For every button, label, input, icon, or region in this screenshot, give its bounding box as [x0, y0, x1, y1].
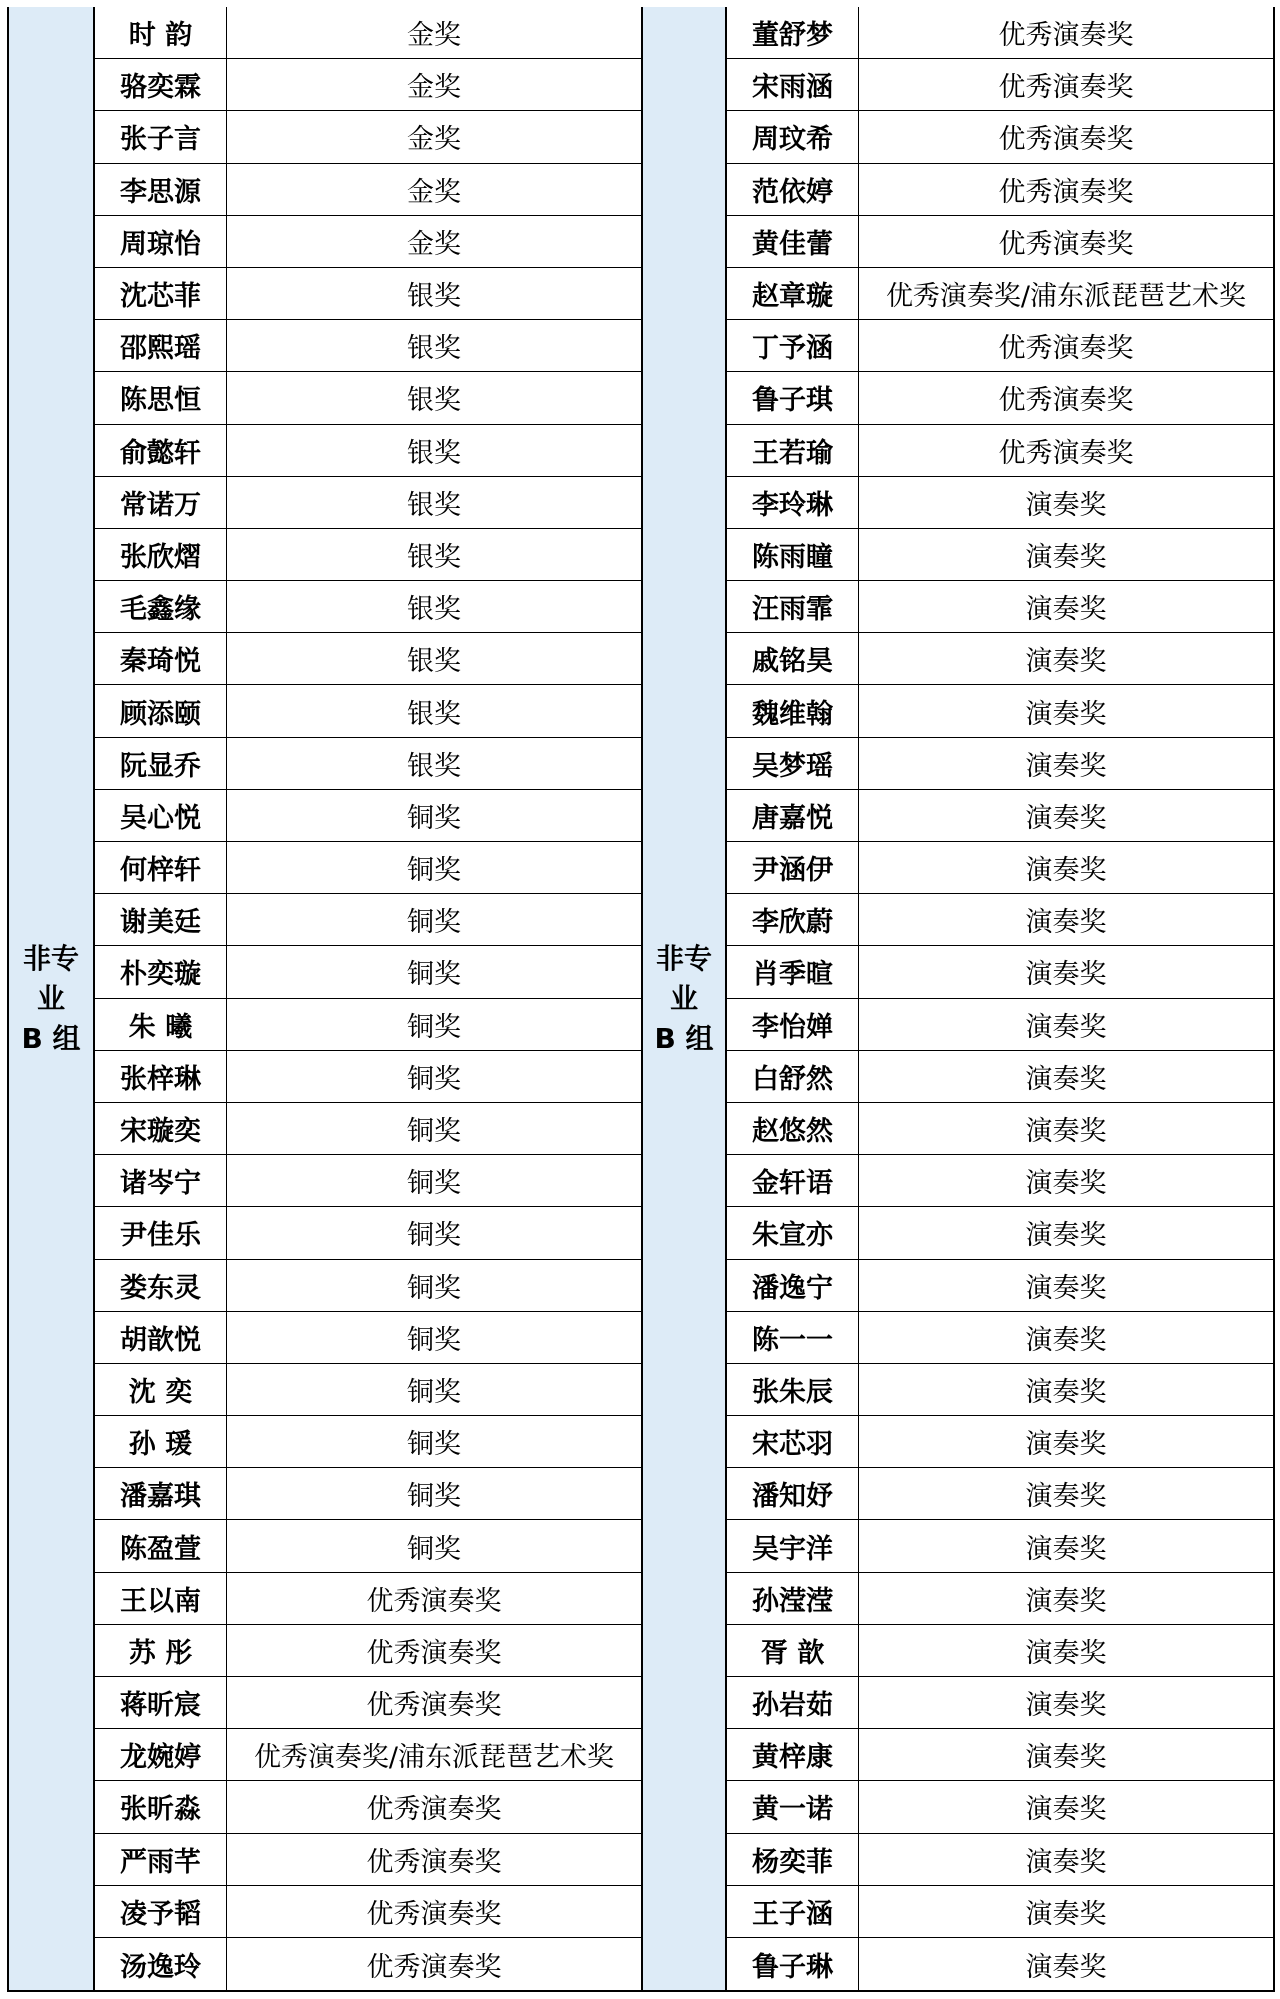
award-cell: 演奏奖 [1025, 646, 1107, 678]
award-cell: 优秀演奏奖/浦东派琵琶艺术奖 [885, 281, 1247, 313]
table-row [95, 1364, 641, 1416]
name-cell: 周玟希 [727, 111, 859, 162]
table-row [95, 320, 641, 372]
table-row [727, 999, 1273, 1051]
table-row [727, 581, 1273, 633]
award-cell: 银奖 [407, 489, 461, 521]
table-row [727, 59, 1273, 111]
award-cell: 优秀演奏奖 [366, 1794, 502, 1826]
award-cell: 演奏奖 [1025, 1690, 1107, 1722]
table-row [95, 633, 641, 685]
right-rows [727, 7, 1273, 1990]
award-cell: 演奏奖 [1025, 541, 1107, 573]
table-row [95, 1834, 641, 1886]
name-cell: 汪雨霏 [727, 581, 859, 632]
table-row [727, 111, 1273, 163]
table-row [95, 59, 641, 111]
award-cell: 演奏奖 [1025, 1533, 1107, 1565]
table-row [95, 842, 641, 894]
table-row [95, 1625, 641, 1677]
award-cell: 演奏奖 [1025, 1951, 1107, 1983]
table-row [95, 1729, 641, 1781]
name-cell: 骆奕霖 [95, 59, 227, 110]
table-row [95, 1938, 641, 1990]
name-cell: 吴心悦 [95, 790, 227, 841]
table-row [95, 738, 641, 790]
name-cell: 赵章璇 [727, 268, 859, 319]
group-cell-left [9, 7, 95, 1990]
name-cell: 苏 彤 [95, 1625, 227, 1676]
award-cell: 银奖 [407, 437, 461, 469]
name-cell: 赵悠然 [727, 1103, 859, 1154]
awards-sheet [7, 7, 1275, 1992]
table-row [95, 1677, 641, 1729]
table-row [95, 946, 641, 998]
name-cell: 张昕淼 [95, 1781, 227, 1832]
table-row [727, 1312, 1273, 1364]
table-row [727, 790, 1273, 842]
name-cell: 王以南 [95, 1573, 227, 1624]
table-row [727, 842, 1273, 894]
name-cell: 金轩语 [727, 1155, 859, 1206]
table-row [727, 894, 1273, 946]
table-row [95, 894, 641, 946]
name-cell: 吴宇洋 [727, 1520, 859, 1571]
name-cell: 朱宣亦 [727, 1207, 859, 1258]
table-row [95, 1781, 641, 1833]
table-row [95, 1416, 641, 1468]
name-cell: 阮显乔 [95, 738, 227, 789]
table-row [727, 1573, 1273, 1625]
award-cell: 铜奖 [407, 1481, 461, 1513]
award-cell: 演奏奖 [1025, 489, 1107, 521]
name-cell: 鲁子琳 [727, 1938, 859, 1990]
table-row [727, 1051, 1273, 1103]
table-row [727, 529, 1273, 581]
award-cell: 金奖 [407, 72, 461, 104]
name-cell: 范依婷 [727, 164, 859, 215]
left-rows [95, 7, 641, 1990]
name-cell: 董舒梦 [727, 7, 859, 58]
award-cell: 铜奖 [407, 1220, 461, 1252]
table-row [95, 1260, 641, 1312]
table-row [727, 268, 1273, 320]
award-cell: 优秀演奏奖 [366, 1637, 502, 1669]
award-cell: 演奏奖 [1025, 1324, 1107, 1356]
award-cell: 金奖 [407, 176, 461, 208]
table-row [95, 1886, 641, 1938]
name-cell: 蒋昕宸 [95, 1677, 227, 1728]
award-cell: 优秀演奏奖 [998, 124, 1134, 156]
award-cell: 银奖 [407, 646, 461, 678]
award-cell: 演奏奖 [1025, 1481, 1107, 1513]
table-row [727, 1677, 1273, 1729]
award-cell: 金奖 [407, 228, 461, 260]
name-cell: 宋雨涵 [727, 59, 859, 110]
name-cell: 陈雨瞳 [727, 529, 859, 580]
group-label-left: 非专 业 B 组 [21, 941, 81, 1055]
group-cell-right [641, 7, 727, 1990]
award-cell: 铜奖 [407, 1116, 461, 1148]
table-row [95, 1520, 641, 1572]
table-row [95, 529, 641, 581]
award-cell: 演奏奖 [1025, 1794, 1107, 1826]
name-cell: 黄一诺 [727, 1781, 859, 1832]
name-cell: 宋璇奕 [95, 1103, 227, 1154]
name-cell: 白舒然 [727, 1051, 859, 1102]
name-cell: 李欣蔚 [727, 894, 859, 945]
table-row [95, 1103, 641, 1155]
table-row [727, 1468, 1273, 1520]
award-cell: 优秀演奏奖 [366, 1898, 502, 1930]
award-cell: 演奏奖 [1025, 907, 1107, 939]
name-cell: 肖季暄 [727, 946, 859, 997]
right-table [641, 7, 1273, 1990]
award-cell: 演奏奖 [1025, 1846, 1107, 1878]
name-cell: 朴奕璇 [95, 946, 227, 997]
award-cell: 铜奖 [407, 1324, 461, 1356]
name-cell: 谢美廷 [95, 894, 227, 945]
award-cell: 金奖 [407, 20, 461, 52]
award-cell: 演奏奖 [1025, 1585, 1107, 1617]
table-row [95, 1468, 641, 1520]
table-row [727, 1729, 1273, 1781]
name-cell: 张子言 [95, 111, 227, 162]
table-row [95, 268, 641, 320]
table-row [727, 164, 1273, 216]
name-cell: 邵熙瑶 [95, 320, 227, 371]
name-cell: 胥 歆 [727, 1625, 859, 1676]
table-row [95, 216, 641, 268]
table-row [95, 477, 641, 529]
award-cell: 优秀演奏奖 [998, 228, 1134, 260]
table-row [95, 7, 641, 59]
name-cell: 顾添颐 [95, 685, 227, 736]
award-cell: 银奖 [407, 385, 461, 417]
award-cell: 银奖 [407, 698, 461, 730]
award-cell: 铜奖 [407, 907, 461, 939]
award-cell: 铜奖 [407, 1272, 461, 1304]
left-table [9, 7, 641, 1990]
award-cell: 铜奖 [407, 1063, 461, 1095]
table-row [95, 1573, 641, 1625]
table-row [95, 1207, 641, 1259]
award-cell: 银奖 [407, 333, 461, 365]
award-cell: 优秀演奏奖 [998, 333, 1134, 365]
name-cell: 俞懿轩 [95, 425, 227, 476]
table-row [95, 425, 641, 477]
name-cell: 鲁子琪 [727, 372, 859, 423]
name-cell: 陈思恒 [95, 372, 227, 423]
table-row [727, 1103, 1273, 1155]
name-cell: 丁予涵 [727, 320, 859, 371]
award-cell: 演奏奖 [1025, 1898, 1107, 1930]
group-label-right: 非专 业 B 组 [654, 941, 714, 1055]
name-cell: 朱 曦 [95, 999, 227, 1050]
name-cell: 时 韵 [95, 7, 227, 58]
table-row [727, 1260, 1273, 1312]
award-cell: 优秀演奏奖 [998, 20, 1134, 52]
name-cell: 孙岩茹 [727, 1677, 859, 1728]
award-cell: 演奏奖 [1025, 1742, 1107, 1774]
name-cell: 潘嘉琪 [95, 1468, 227, 1519]
table-row [727, 425, 1273, 477]
table-row [727, 1416, 1273, 1468]
award-cell: 演奏奖 [1025, 1637, 1107, 1669]
table-row [95, 999, 641, 1051]
table-row [95, 164, 641, 216]
name-cell: 何梓轩 [95, 842, 227, 893]
award-cell: 优秀演奏奖/浦东派琵琶艺术奖 [253, 1742, 615, 1774]
name-cell: 潘知妤 [727, 1468, 859, 1519]
table-row [727, 1834, 1273, 1886]
award-cell: 演奏奖 [1025, 855, 1107, 887]
award-cell: 演奏奖 [1025, 1429, 1107, 1461]
award-cell: 银奖 [407, 594, 461, 626]
name-cell: 凌予韬 [95, 1886, 227, 1937]
award-cell: 铜奖 [407, 855, 461, 887]
table-row [95, 581, 641, 633]
name-cell: 黄佳蕾 [727, 216, 859, 267]
table-row [95, 685, 641, 737]
name-cell: 王若瑜 [727, 425, 859, 476]
table-row [727, 477, 1273, 529]
name-cell: 李思源 [95, 164, 227, 215]
award-cell: 演奏奖 [1025, 1168, 1107, 1200]
table-row [727, 320, 1273, 372]
award-cell: 演奏奖 [1025, 802, 1107, 834]
table-row [727, 1155, 1273, 1207]
table-row [727, 216, 1273, 268]
name-cell: 沈芯菲 [95, 268, 227, 319]
name-cell: 张欣熠 [95, 529, 227, 580]
name-cell: 胡歆悦 [95, 1312, 227, 1363]
table-row [95, 1155, 641, 1207]
award-cell: 铜奖 [407, 1533, 461, 1565]
table-row [95, 1312, 641, 1364]
award-cell: 银奖 [407, 750, 461, 782]
name-cell: 宋芯羽 [727, 1416, 859, 1467]
table-row [727, 1520, 1273, 1572]
award-cell: 演奏奖 [1025, 1063, 1107, 1095]
award-cell: 演奏奖 [1025, 959, 1107, 991]
award-cell: 演奏奖 [1025, 1116, 1107, 1148]
award-cell: 演奏奖 [1025, 1376, 1107, 1408]
award-cell: 优秀演奏奖 [998, 437, 1134, 469]
award-cell: 铜奖 [407, 1011, 461, 1043]
name-cell: 沈 奕 [95, 1364, 227, 1415]
award-cell: 铜奖 [407, 1168, 461, 1200]
award-cell: 金奖 [407, 124, 461, 156]
name-cell: 秦琦悦 [95, 633, 227, 684]
name-cell: 汤逸玲 [95, 1938, 227, 1990]
name-cell: 戚铭昊 [727, 633, 859, 684]
award-cell: 优秀演奏奖 [366, 1690, 502, 1722]
award-cell: 演奏奖 [1025, 1272, 1107, 1304]
table-row [727, 1886, 1273, 1938]
table-row [727, 1364, 1273, 1416]
name-cell: 周琼怡 [95, 216, 227, 267]
name-cell: 尹涵伊 [727, 842, 859, 893]
table-row [727, 7, 1273, 59]
award-cell: 演奏奖 [1025, 750, 1107, 782]
award-cell: 铜奖 [407, 1376, 461, 1408]
name-cell: 黄梓康 [727, 1729, 859, 1780]
name-cell: 李玲琳 [727, 477, 859, 528]
name-cell: 张朱辰 [727, 1364, 859, 1415]
name-cell: 严雨芊 [95, 1834, 227, 1885]
name-cell: 尹佳乐 [95, 1207, 227, 1258]
table-row [727, 738, 1273, 790]
table-row [727, 372, 1273, 424]
table-row [727, 1781, 1273, 1833]
award-cell: 演奏奖 [1025, 594, 1107, 626]
name-cell: 孙 瑗 [95, 1416, 227, 1467]
name-cell: 娄东灵 [95, 1260, 227, 1311]
table-row [727, 946, 1273, 998]
name-cell: 潘逸宁 [727, 1260, 859, 1311]
table-row [727, 1938, 1273, 1990]
award-cell: 铜奖 [407, 1429, 461, 1461]
name-cell: 魏维翰 [727, 685, 859, 736]
table-row [95, 372, 641, 424]
name-cell: 唐嘉悦 [727, 790, 859, 841]
award-cell: 优秀演奏奖 [366, 1951, 502, 1983]
name-cell: 毛鑫缘 [95, 581, 227, 632]
award-cell: 优秀演奏奖 [366, 1846, 502, 1878]
award-cell: 优秀演奏奖 [998, 385, 1134, 417]
name-cell: 龙婉婷 [95, 1729, 227, 1780]
table-row [727, 1625, 1273, 1677]
award-cell: 铜奖 [407, 802, 461, 834]
award-cell: 演奏奖 [1025, 698, 1107, 730]
award-cell: 铜奖 [407, 959, 461, 991]
award-cell: 优秀演奏奖 [366, 1585, 502, 1617]
name-cell: 陈一一 [727, 1312, 859, 1363]
name-cell: 杨奕菲 [727, 1834, 859, 1885]
table-row [95, 790, 641, 842]
name-cell: 常诺万 [95, 477, 227, 528]
award-cell: 银奖 [407, 281, 461, 313]
award-cell: 优秀演奏奖 [998, 72, 1134, 104]
name-cell: 孙滢滢 [727, 1573, 859, 1624]
table-row [727, 1207, 1273, 1259]
table-row [727, 685, 1273, 737]
award-cell: 银奖 [407, 541, 461, 573]
name-cell: 王子涵 [727, 1886, 859, 1937]
table-row [95, 111, 641, 163]
award-cell: 演奏奖 [1025, 1220, 1107, 1252]
name-cell: 诸岑宁 [95, 1155, 227, 1206]
table-row [727, 633, 1273, 685]
name-cell: 陈盈萱 [95, 1520, 227, 1571]
name-cell: 张梓琳 [95, 1051, 227, 1102]
name-cell: 李怡婵 [727, 999, 859, 1050]
table-row [95, 1051, 641, 1103]
award-cell: 演奏奖 [1025, 1011, 1107, 1043]
name-cell: 吴梦瑶 [727, 738, 859, 789]
award-cell: 优秀演奏奖 [998, 176, 1134, 208]
